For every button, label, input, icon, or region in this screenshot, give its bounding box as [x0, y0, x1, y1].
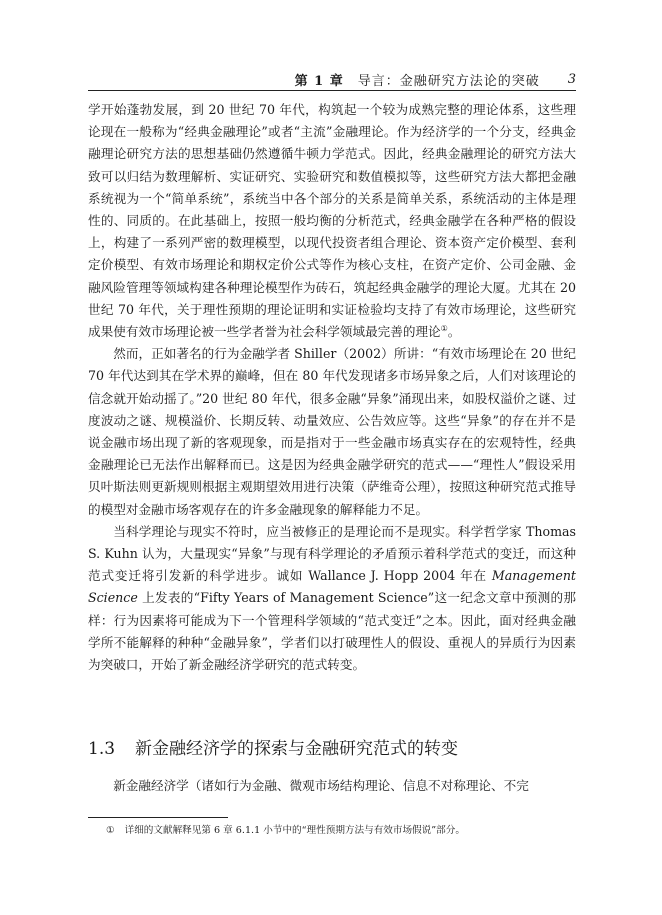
- section-title: 新金融经济学的探索与金融研究范式的转变: [135, 739, 459, 759]
- section-paragraph: 新金融经济学（诸如行为金融、微观市场结构理论、信息不对称理论、不完: [113, 778, 529, 793]
- paragraph-3-text: 当科学理论与现实不符时，应当被修正的是理论而不是现实。科学哲学家 Thomas S. Kuhn 认为，大量现实“异象”与现有科学理论的矛盾预示着科学范式的变迁，而这种范式变迁将引发新的科学进步。诚如 Wallance J. Hopp 2004 年在: [88, 523, 576, 584]
- header-title: 导言：金融研究方法论的突破: [357, 73, 540, 89]
- header-chapter: 第 1 章: [294, 73, 344, 89]
- paragraph-3-end: 上发表的“Fifty Years of Management Science”这一纪念文章中预测的那样：行为因素将可能成为下一个管理科学领域的“范式变迁”之本。因此，面对经典金融学所不能解释的种种“金融异象”，学者们以打破理性人的假设、重视人的异质行为因素为突破口，开始了新金融经济学研究的范式转变。: [88, 590, 576, 673]
- journal-title: Management Science: [88, 568, 576, 606]
- footnote-rule: [88, 817, 228, 818]
- body-text: [88, 99, 576, 676]
- header-rule: [88, 90, 576, 91]
- footnote-reference[interactable]: ①: [440, 324, 448, 334]
- paragraph-1-end: 。: [447, 324, 461, 340]
- running-header: [88, 70, 576, 88]
- paragraph-3: [88, 521, 576, 676]
- paragraph-2: 然而，正如著名的行为金融学者 Shiller（2002）所讲：“有效市场理论在 20 世纪 70 年代达到其在学术界的巅峰，但在 80 年代发现诸多市场异象之后，人们对该理论的信念就开始动摇了。”20 世纪 80 年代，很多金融“异象”涌现出来，如股权溢价之谜、过度波动之谜、规模溢价、长期反转、动量效应、公告效应等。这些“异象”的存在并不是说金融市场出现了新的客观现象，而是指对于一些金融市场真实存在的宏观特性，经典金融理论已无法作出解释而已。这是因为经典金融学研究的范式——“理性人”假设采用贝叶斯法则更新规则根据主观期望效用进行决策（萨维奇公理），按照这种研究范式推导的模型对金融市场客观存在的许多金融现象的解释能力不足。: [88, 346, 576, 517]
- section-heading: [88, 734, 576, 759]
- section-number: 1.3: [88, 739, 116, 759]
- paragraph-1-text: 学开始蓬勃发展，到 20 世纪 70 年代，构筑起一个较为成熟完整的理论体系，这些理论现在一般称为“经典金融理论”或者“主流”金融理论。作为经济学的一个分支，经典金融理论研究方法的思想基础仍然遵循牛顿力学范式。因此，经典金融理论的研究方法大致可以归结为数理解析、实证研究、实验研究和数值模拟等，这些研究方法大都把金融系统视为一个“简单系统”，系统当中各个部分的关系是简单关系，系统活动的主体是理性的、同质的。在此基础上，按照一般均衡的分析范式，经典金融学在各种严格的假设上，构建了一系列严密的数理模型，以现代投资者组合理论、资本资产定价模型、套利定价模型、有效市场理论和期权定价公式等作为核心支柱，在资产定价、公司金融、金融风险管理等领域构建各种理论模型作为砖石，筑起经典金融学的理论大厦。尤其在 20 世纪 70 年代，关于理性预期的理论证明和实证检验均支持了有效市场理论，这些研究成果使有效市场理论被一些学者誉为社会科学领域最完善的理论: [88, 102, 576, 340]
- footnote: [106, 824, 576, 838]
- footnote-mark: ①: [106, 825, 115, 836]
- page-number: 3: [567, 71, 576, 87]
- section-body: [88, 775, 576, 797]
- paragraph-1: [88, 99, 576, 343]
- footnote-text: 详细的文献解释见第 6 章 6.1.1 小节中的“理性预期方法与有效市场假说”部分。: [124, 825, 465, 836]
